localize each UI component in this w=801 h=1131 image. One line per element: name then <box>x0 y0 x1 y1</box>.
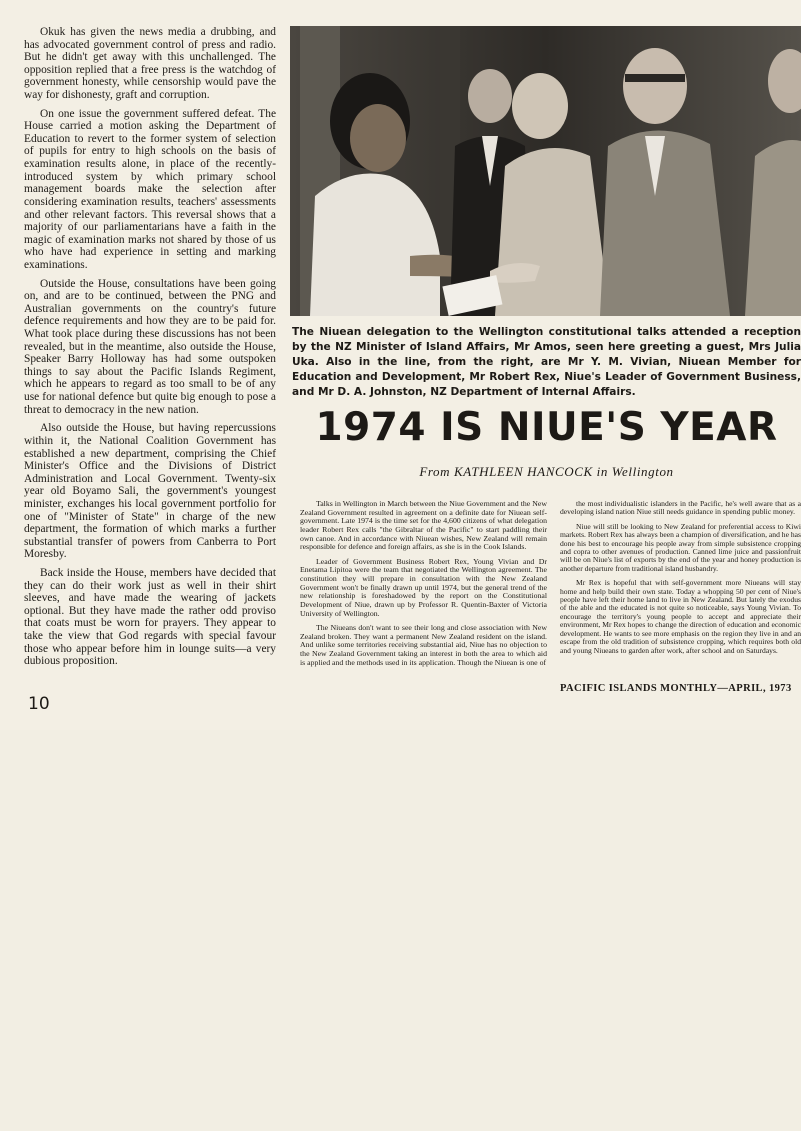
article-paragraph: Niue will still be looking to New Zealand for preferential access to Kiwi markets. Robert Rex has always been a champion of diversification, and he has done his best to encourage his people away from simple subsistence cropping and copra to other avenues of production. Canned lime juice and passionfruit will be on Niue's list of exports by the end of the year and honey production is another departure from traditional island husbandry. <box>560 521 801 573</box>
article-paragraph: Mr Rex is hopeful that with self-government more Niueans will stay home and help build their own state. Today a whopping 50 per cent of Niue's people have left their home land to live in New Zealand. But lately the exodus of the able and the educated is not quite so noticeable, says Young Vivian. To encourage the territory's young people to accept and appreciate their environment, Mr Rex hopes to change the direction of education and economic development. He wants to see more emphasis on the region they live in and an escape from the old tradition of subsistence cropping, which requires both old and young Niueans to garden after work, after school and on Saturdays. <box>560 578 801 655</box>
article-column-2 <box>560 500 801 675</box>
article-paragraph: Talks in Wellington in March between the Niue Government and the New Zealand Government resulted in agreement on a definite date for Niuean self-government. Late 1974 is the time set for the 4,600 citizens of what delegation leader Robert Rex calls "the Gibraltar of the Pacific" to start paddling their own canoe. And in accordance with Niuean wishes, New Zealand will remain responsible for defence and foreign affairs, as she is in the Cook Islands. <box>300 500 547 552</box>
left-paragraph: Okuk has given the news media a drubbing, and has advocated government control of press and radio. But he didn't get away with this unchallenged. The opposition replied that a free press is the watchdog of government honesty, while censorship would pave the way for dishonesty, graft and corruption. <box>24 26 276 102</box>
left-paragraph: On one issue the government suffered defeat. The House carried a motion asking the Department of Education to revert to the former system of selection of pupils for entry to high schools on the basis of examination results alone, in place of the recently-introduced system by which primary school management boards make the selection after considering examination results, teachers' assessments and other relevant factors. This reversal shows that a majority of our parliamentarians have a faith in the magic of examination marks not shared by those of us who have had experience in setting and marking examinations. <box>24 107 276 271</box>
article-byline: From KATHLEEN HANCOCK in Wellington <box>419 464 674 479</box>
page-number: 10 <box>28 694 50 714</box>
article-paragraph: Leader of Government Business Robert Rex, Young Vivian and Dr Enetama Lipitoa were the team that negotiated the Wellington agreement. The constitution they will prepare in consultation with the New Zealand Government won't be finally drawn up until 1974, but the general trend of the new relationship is foreshadowed by the report on the Constitutional Development of Niue, drawn up by Professor R. Quentin-Baxter of Victoria University of Wellington. <box>300 556 547 618</box>
article-paragraph: The Niueans don't want to see their long and close association with New Zealand broken. They want a permanent New Zealand resident on the island. And unlike some territories receiving substantial aid, Niue has no objection to the New Zealand Government taking an interest in both the area to which aid is applied and the methods used in its application. Though the Niuean is one of <box>300 623 547 667</box>
left-paragraph: Outside the House, consultations have been going on, and are to be continued, between the PNG and Australian governments on the country's future defence requirements and how they are to be paid for. What took place during these discussions has not been revealed, but in the meantime, also outside the House, Speaker Barry Holloway has had some outspoken things to say about the Pacific Islands Regiment, which he appears to regard as too small to be of any use for national defence but quite big enough to pose a threat to democracy in the new nation. <box>24 277 276 416</box>
left-column-text <box>24 26 276 682</box>
article-column-1 <box>300 500 547 675</box>
publication-footer: PACIFIC ISLANDS MONTHLY—APRIL, 1973 <box>560 683 792 694</box>
left-paragraph: Also outside the House, but having repercussions within it, the National Coalition Government has established a new department, comprising the Chief Minister's Office and the Divisions of District Administration and Local Government. Twenty-six year old Boyamo Sali, the government's youngest minister, exchanges his local government portfolio for one of "Minister of State" in charge of the new department, the formation of which marks a further substantial transfer of powers from Canberra to Port Moresby. <box>24 422 276 561</box>
left-paragraph: Back inside the House, members have decided that they can do their work just as well in their shirt sleeves, and have made the wearing of jackets optional. But they have made the rather odd proviso that coats must be worn for prayers. They appear to take the view that God regards with special favour those who appear before him in lounge suits—a very dubious proposition. <box>24 566 276 668</box>
photo-caption: The Niuean delegation to the Wellington constitutional talks attended a reception by the NZ Minister of Island Affairs, Mr Amos, seen here greeting a guest, Mrs Julia Uka. Also in the line, from the right, are Mr Y. M. Vivian, Niuean Member for Education and Development, Mr Robert Rex, Niue's Leader of Government Business, and Mr D. A. Johnston, NZ Department of Internal Affairs. <box>292 326 801 398</box>
article-paragraph: the most individualistic islanders in the Pacific, he's well aware that as a developing island nation Niue still needs guidance in spending public money. <box>560 500 801 517</box>
page-bottom-margin <box>0 730 801 1131</box>
article-headline: 1974 IS NIUE'S YEAR <box>315 405 778 450</box>
reception-photo-icon <box>290 26 801 316</box>
